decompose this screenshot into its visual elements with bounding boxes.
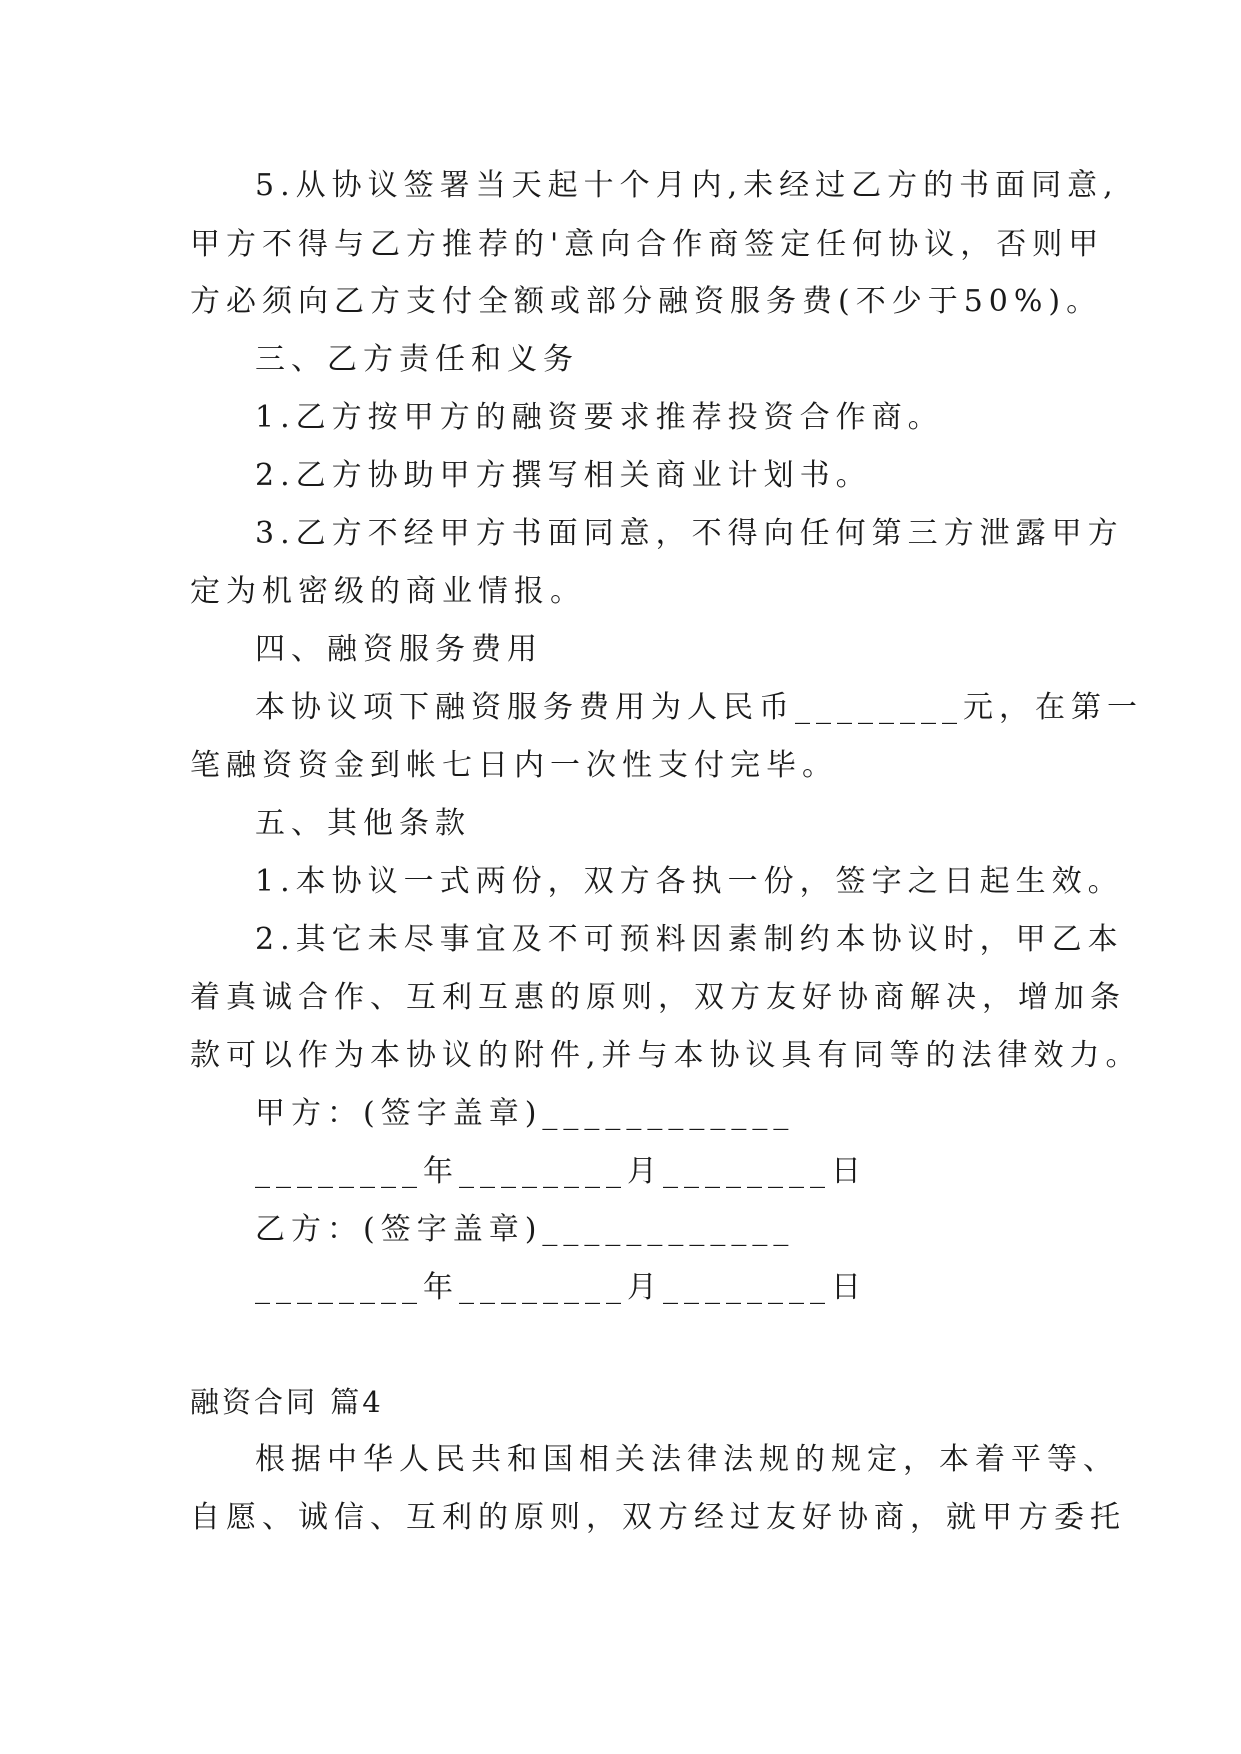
service-fee-line-2: 笔融资资金到帐七日内一次性支付完毕。 [190, 748, 838, 783]
party-b-date: ________年________月________日 [255, 1270, 867, 1305]
party-a-signature: 甲方：(签字盖章)____________ [255, 1096, 795, 1131]
contract-title: 融资合同 篇4 [190, 1385, 384, 1419]
section-heading-service-fee: 四、融资服务费用 [255, 632, 543, 667]
party-b-clause-2: 2.乙方协助甲方撰写相关商业计划书。 [255, 458, 872, 493]
section-heading-other-terms: 五、其他条款 [255, 806, 471, 841]
contract-intro-line-1: 根据中华人民共和国相关法律法规的规定，本着平等、 [255, 1442, 1119, 1477]
clause-5-line-3: 方必须向乙方支付全额或部分融资服务费(不少于50%)。 [190, 284, 1103, 319]
party-b-clause-1: 1.乙方按甲方的融资要求推荐投资合作商。 [255, 400, 944, 435]
other-terms-clause-1: 1.本协议一式两份，双方各执一份，签字之日起生效。 [255, 864, 1124, 899]
service-fee-line-1: 本协议项下融资服务费用为人民币________元，在第一 [255, 690, 1143, 725]
other-terms-clause-2-line-1: 2.其它未尽事宜及不可预料因素制约本协议时，甲乙本 [255, 922, 1124, 957]
section-heading-party-b-duties: 三、乙方责任和义务 [255, 342, 579, 377]
clause-5-line-2: 甲方不得与乙方推荐的'意向合作商签定任何协议，否则甲 [190, 227, 1105, 262]
other-terms-clause-2-line-3: 款可以作为本协议的附件,并与本协议具有同等的法律效力。 [190, 1038, 1142, 1073]
party-b-clause-3-line-1: 3.乙方不经甲方书面同意，不得向任何第三方泄露甲方 [255, 516, 1124, 551]
party-b-signature: 乙方：(签字盖章)____________ [255, 1212, 795, 1247]
contract-intro-line-2: 自愿、诚信、互利的原则，双方经过友好协商，就甲方委托 [190, 1500, 1126, 1535]
party-b-clause-3-line-2: 定为机密级的商业情报。 [190, 574, 586, 609]
party-a-date: ________年________月________日 [255, 1154, 867, 1189]
other-terms-clause-2-line-2: 着真诚合作、互利互惠的原则，双方友好协商解决，增加条 [190, 980, 1126, 1015]
clause-5-line-1: 5.从协议签署当天起十个月内,未经过乙方的书面同意, [255, 168, 1119, 203]
